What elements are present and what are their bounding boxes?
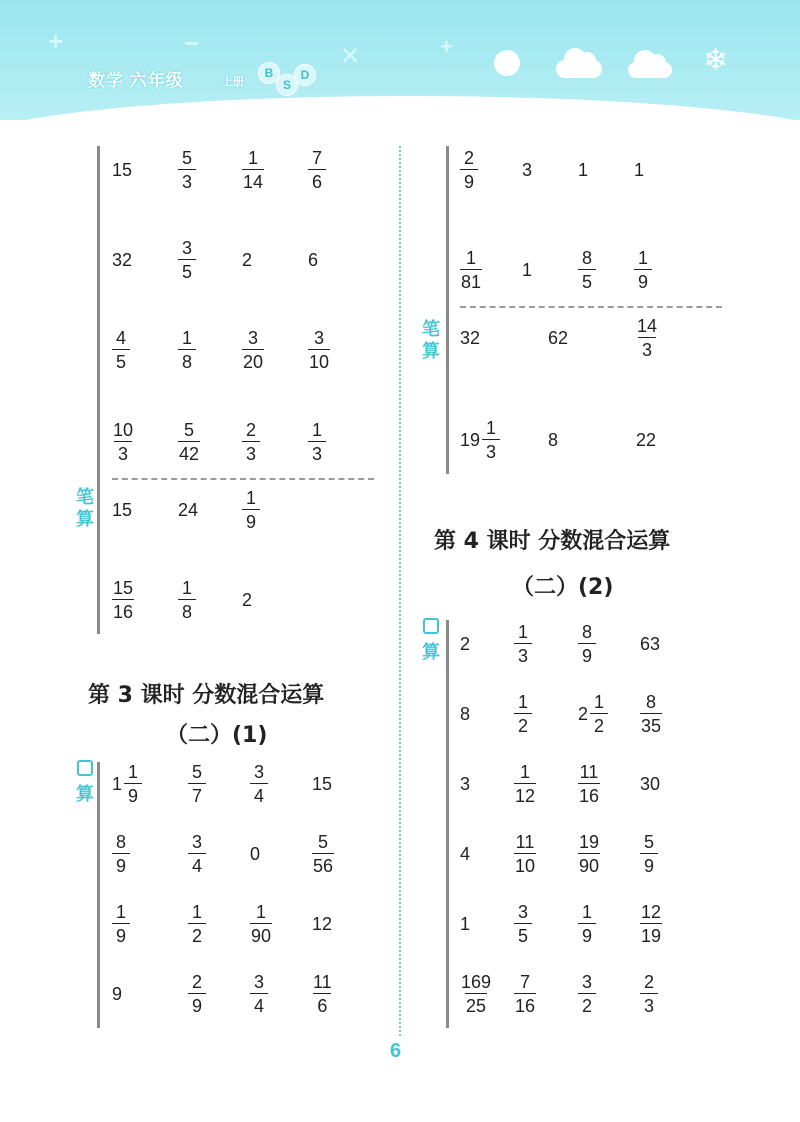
numerator: 2 (643, 972, 654, 992)
fraction (460, 149, 478, 191)
denominator: 6 (313, 993, 331, 1015)
plus-icon: + (48, 26, 64, 56)
answer-cell (112, 903, 130, 945)
answer-cell (640, 833, 658, 875)
fraction (578, 903, 596, 945)
right-bisuan-bar (446, 146, 449, 474)
denominator: 4 (250, 993, 268, 1015)
numerator: 1 (581, 902, 592, 922)
fraction (308, 421, 326, 463)
denominator: 4 (188, 853, 206, 875)
numerator: 12 (641, 902, 662, 922)
numerator: 1 (466, 248, 477, 268)
denominator: 9 (634, 269, 652, 291)
fraction (312, 973, 333, 1015)
fraction (640, 973, 658, 1015)
answer-cell (188, 973, 206, 1015)
answer-cell (640, 635, 660, 653)
answer-cell (460, 329, 480, 347)
answer-cell (178, 579, 196, 621)
kou-box-icon (423, 618, 439, 634)
numerator: 3 (191, 832, 202, 852)
fraction (590, 693, 608, 735)
numerator: 3 (581, 972, 592, 992)
answer-cell (578, 161, 588, 179)
answer-cell (548, 431, 558, 449)
answer-cell (112, 161, 132, 179)
fraction (640, 833, 658, 875)
numerator: 3 (253, 972, 264, 992)
answer-integer: 6 (308, 250, 319, 270)
kousuan-label (74, 760, 96, 805)
sun-icon (494, 50, 520, 76)
fraction (578, 623, 596, 665)
answer-cell (308, 149, 326, 191)
denominator: 14 (242, 169, 264, 191)
logo-letter: B (258, 62, 280, 84)
denominator: 5 (178, 259, 196, 281)
lesson-4-subtitle: （二）(2) (512, 575, 614, 600)
numerator: 1 (637, 248, 648, 268)
fraction (242, 489, 260, 531)
answer-cell (578, 249, 596, 291)
answer-cell (636, 317, 658, 359)
denominator: 9 (112, 923, 130, 945)
fraction (242, 149, 264, 191)
fraction (636, 317, 658, 359)
denominator: 2 (514, 713, 532, 735)
answer-cell (112, 579, 134, 621)
answer-cell (514, 623, 532, 665)
fraction (460, 249, 482, 291)
denominator: 5 (578, 269, 596, 291)
answer-cell (308, 329, 330, 371)
fraction (188, 903, 206, 945)
logo-letter: S (276, 74, 298, 96)
denominator: 90 (250, 923, 272, 945)
answer-cell (514, 973, 536, 1015)
answer-cell (250, 845, 260, 863)
numerator: 1 (311, 420, 322, 440)
fraction (188, 833, 206, 875)
fraction (178, 329, 196, 371)
kousuan-char: 算 (76, 784, 94, 804)
numerator: 2 (463, 148, 474, 168)
numerator: 1 (520, 762, 531, 782)
fraction (112, 579, 134, 621)
answer-integer: 1 (634, 160, 645, 180)
denominator: 81 (460, 269, 482, 291)
kousuan-label (420, 618, 442, 663)
numerator: 4 (115, 328, 126, 348)
answer-integer: 62 (548, 328, 569, 348)
fraction (578, 763, 600, 805)
fraction (242, 421, 260, 463)
numerator: 169 (461, 972, 492, 992)
numerator: 8 (581, 622, 592, 642)
denominator: 9 (460, 169, 478, 191)
lesson-3-subtitle: （二）(1) (166, 723, 268, 748)
fraction (578, 973, 596, 1015)
denominator: 2 (188, 923, 206, 945)
volume-label: 上册 (222, 76, 244, 88)
denominator: 90 (578, 853, 600, 875)
fraction (514, 903, 532, 945)
answer-cell (514, 763, 536, 805)
fraction (308, 329, 330, 371)
denominator: 9 (112, 853, 130, 875)
answer-integer: 3 (460, 774, 471, 794)
denominator: 3 (242, 441, 260, 463)
fraction (514, 833, 536, 875)
answer-cell (112, 329, 130, 371)
logo-letter: D (294, 64, 316, 86)
answer-integer: 0 (250, 844, 261, 864)
fraction (188, 763, 206, 805)
answer-cell (112, 985, 122, 1003)
answer-integer: 30 (640, 774, 661, 794)
answer-cell (578, 833, 600, 875)
denominator: 5 (112, 349, 130, 371)
denominator: 42 (178, 441, 200, 463)
answer-integer: 8 (460, 704, 471, 724)
header-wave (0, 96, 800, 146)
numerator: 1 (248, 148, 259, 168)
fraction (640, 903, 662, 945)
answer-cell (460, 973, 492, 1015)
answer-integer: 32 (460, 328, 481, 348)
answer-cell (460, 845, 470, 863)
answer-cell (460, 775, 470, 793)
answer-cell (460, 249, 482, 291)
fraction (640, 693, 662, 735)
numerator: 2 (191, 972, 202, 992)
minus-icon: − (184, 28, 200, 58)
fraction (242, 329, 264, 371)
denominator: 16 (514, 993, 536, 1015)
denominator: 2 (578, 993, 596, 1015)
numerator: 1 (517, 622, 528, 642)
lesson-4-title: 第 4 课时 分数混合运算 (434, 529, 671, 554)
numerator: 3 (314, 328, 325, 348)
column-divider (399, 146, 401, 1036)
answer-integer: 1 (460, 914, 471, 934)
answer-cell (178, 421, 200, 463)
mixed-whole: 2 (578, 704, 589, 724)
numerator: 10 (113, 420, 134, 440)
denominator: 4 (250, 783, 268, 805)
fraction (178, 579, 196, 621)
numerator: 8 (115, 832, 126, 852)
answer-cell (188, 833, 206, 875)
fraction (124, 763, 142, 805)
answer-cell (578, 693, 608, 735)
numerator: 3 (181, 238, 192, 258)
answer-integer: 15 (312, 774, 333, 794)
answer-cell (636, 431, 656, 449)
answer-integer: 15 (112, 160, 133, 180)
answer-cell (112, 421, 134, 463)
fraction (514, 973, 536, 1015)
denominator: 3 (482, 439, 500, 461)
answer-integer: 9 (112, 984, 123, 1004)
fraction (482, 419, 500, 461)
numerator: 1 (191, 902, 202, 922)
answer-integer: 3 (522, 160, 533, 180)
fraction (250, 903, 272, 945)
numerator: 8 (646, 692, 657, 712)
fraction (578, 249, 596, 291)
left-bisuan-bar (97, 146, 100, 634)
answer-integer: 8 (548, 430, 559, 450)
answer-integer: 2 (460, 634, 471, 654)
denominator: 9 (578, 923, 596, 945)
numerator: 3 (517, 902, 528, 922)
denominator: 3 (514, 643, 532, 665)
answer-cell (460, 419, 500, 461)
answer-integer: 1 (522, 260, 533, 280)
denominator: 2 (590, 713, 608, 735)
answer-integer: 4 (460, 844, 471, 864)
denominator: 3 (640, 993, 658, 1015)
numerator: 7 (311, 148, 322, 168)
numerator: 5 (643, 832, 654, 852)
answer-cell (514, 833, 536, 875)
fraction (312, 833, 334, 875)
denominator: 16 (112, 599, 134, 621)
answer-integer: 1 (578, 160, 589, 180)
answer-cell (312, 915, 332, 933)
answer-cell (178, 149, 196, 191)
denominator: 10 (308, 349, 330, 371)
answer-cell (640, 903, 662, 945)
left-kousuan-bar (97, 762, 100, 1028)
kousuan-char: 算 (422, 642, 440, 662)
numerator: 1 (517, 692, 528, 712)
answer-cell (112, 763, 142, 805)
fraction (178, 149, 196, 191)
answer-cell (250, 973, 268, 1015)
answer-cell (242, 591, 252, 609)
numerator: 5 (191, 762, 202, 782)
mixed-whole: 1 (112, 774, 123, 794)
fraction (460, 973, 492, 1015)
answer-cell (112, 251, 132, 269)
denominator: 8 (178, 599, 196, 621)
denominator: 19 (640, 923, 662, 945)
answer-integer: 2 (242, 590, 253, 610)
left-dashed-separator (112, 478, 374, 480)
rain-cloud-icon (628, 62, 672, 78)
answer-cell (522, 161, 532, 179)
denominator: 7 (188, 783, 206, 805)
answer-integer: 24 (178, 500, 199, 520)
denominator: 3 (114, 441, 132, 463)
answer-cell (514, 693, 532, 735)
numerator: 1 (245, 488, 256, 508)
answer-cell (242, 251, 252, 269)
answer-cell (312, 833, 334, 875)
answer-integer: 2 (242, 250, 253, 270)
numerator: 11 (515, 832, 535, 852)
numerator: 2 (245, 420, 256, 440)
denominator: 9 (640, 853, 658, 875)
denominator: 3 (308, 441, 326, 463)
fraction (250, 763, 268, 805)
answer-cell (308, 421, 326, 463)
numerator: 15 (113, 578, 134, 598)
answer-cell (250, 903, 272, 945)
fraction (514, 763, 536, 805)
answer-integer: 63 (640, 634, 661, 654)
right-kousuan-bar (446, 620, 449, 1028)
answer-cell (634, 249, 652, 291)
fraction (188, 973, 206, 1015)
denominator: 35 (640, 713, 662, 735)
denominator: 12 (514, 783, 536, 805)
fraction (112, 329, 130, 371)
answer-cell (460, 705, 470, 723)
answer-cell (548, 329, 568, 347)
answer-cell (242, 421, 260, 463)
answer-cell (578, 623, 596, 665)
fraction (514, 693, 532, 735)
answer-integer: 32 (112, 250, 133, 270)
numerator: 5 (184, 420, 195, 440)
fraction (112, 833, 130, 875)
right-dashed-separator (460, 306, 722, 308)
answer-cell (178, 239, 196, 281)
denominator: 25 (465, 993, 487, 1015)
denominator: 10 (514, 853, 536, 875)
denominator: 3 (178, 169, 196, 191)
numerator: 3 (253, 762, 264, 782)
numerator: 14 (637, 316, 658, 336)
denominator: 16 (578, 783, 600, 805)
answer-cell (308, 251, 318, 269)
denominator: 6 (308, 169, 326, 191)
answer-cell (522, 261, 532, 279)
numerator: 8 (581, 248, 592, 268)
numerator: 5 (318, 832, 329, 852)
fraction (514, 623, 532, 665)
fraction (250, 973, 268, 1015)
numerator: 1 (181, 578, 192, 598)
denominator: 56 (312, 853, 334, 875)
answer-integer: 22 (636, 430, 657, 450)
answer-cell (460, 635, 470, 653)
cloud-sun-icon (556, 60, 602, 78)
answer-cell (312, 973, 333, 1015)
answer-cell (578, 903, 596, 945)
denominator: 3 (638, 337, 656, 359)
fraction (112, 421, 134, 463)
answer-cell (312, 775, 332, 793)
numerator: 5 (181, 148, 192, 168)
denominator: 9 (188, 993, 206, 1015)
page-number: 6 (390, 1040, 402, 1062)
numerator: 1 (594, 692, 605, 712)
numerator: 1 (486, 418, 497, 438)
answer-cell (640, 973, 658, 1015)
fraction (634, 249, 652, 291)
numerator: 1 (128, 762, 139, 782)
numerator: 11 (579, 762, 599, 782)
answer-cell (178, 329, 196, 371)
denominator: 9 (578, 643, 596, 665)
answer-integer: 15 (112, 500, 133, 520)
kou-box-icon (77, 760, 93, 776)
numerator: 11 (313, 972, 332, 992)
mixed-whole: 19 (460, 430, 481, 450)
answer-cell (640, 693, 662, 735)
answer-cell (112, 501, 132, 519)
numerator: 3 (248, 328, 259, 348)
times-icon: ✕ (340, 43, 361, 70)
fraction (112, 903, 130, 945)
snowflake-icon: ❄ (703, 44, 729, 77)
answer-cell (242, 489, 260, 531)
answer-cell (460, 149, 478, 191)
answer-cell (578, 973, 596, 1015)
numerator: 7 (520, 972, 531, 992)
numerator: 1 (181, 328, 192, 348)
answer-cell (188, 763, 206, 805)
answer-cell (188, 903, 206, 945)
denominator: 8 (178, 349, 196, 371)
numerator: 1 (115, 902, 126, 922)
answer-cell (578, 763, 600, 805)
denominator: 5 (514, 923, 532, 945)
bisuan-label: 笔算 (422, 319, 440, 361)
answer-cell (242, 149, 264, 191)
plus-icon: + (440, 34, 453, 59)
answer-cell (514, 903, 532, 945)
answer-cell (112, 833, 130, 875)
header-banner (0, 0, 800, 120)
bisuan-label: 笔算 (76, 487, 94, 529)
numerator: 19 (579, 832, 600, 852)
answer-integer: 12 (312, 914, 333, 934)
fraction (178, 421, 200, 463)
answer-cell (634, 161, 644, 179)
answer-cell (250, 763, 268, 805)
fraction (578, 833, 600, 875)
fraction (178, 239, 196, 281)
answer-cell (460, 915, 470, 933)
answer-cell (242, 329, 264, 371)
subject-grade: 数学 六年级 (88, 71, 184, 90)
denominator: 20 (242, 349, 264, 371)
answer-cell (640, 775, 660, 793)
denominator: 9 (124, 783, 142, 805)
fraction (308, 149, 326, 191)
lesson-3-title: 第 3 课时 分数混合运算 (88, 683, 325, 708)
answer-cell (178, 501, 198, 519)
denominator: 9 (242, 509, 260, 531)
numerator: 1 (256, 902, 267, 922)
